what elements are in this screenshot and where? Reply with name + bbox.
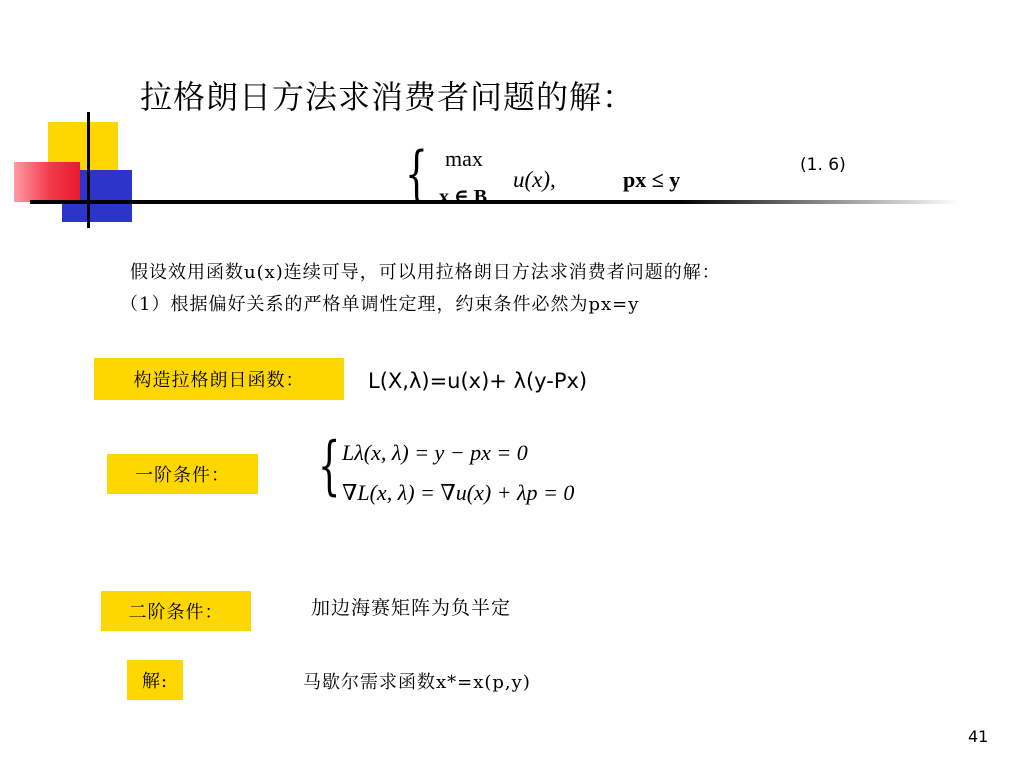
solution-label: 解: bbox=[141, 671, 169, 692]
second-order-label-box bbox=[101, 591, 251, 631]
lagrangian-label-box bbox=[94, 358, 344, 400]
first-order-formulas bbox=[318, 429, 738, 516]
second-order-text: 加边海赛矩阵为负半定 bbox=[311, 597, 512, 619]
decor-red-bar bbox=[14, 162, 80, 202]
equation-number: (1. 6) bbox=[800, 155, 846, 175]
first-order-label: 一阶条件： bbox=[135, 465, 230, 486]
lagrangian-formula: L(X,λ)=u(x)+ λ(y-Px) bbox=[368, 369, 588, 393]
solution-text: 马歇尔需求函数x*=x(p,y) bbox=[303, 672, 531, 693]
problem-brace: { bbox=[405, 139, 428, 209]
constraint-text: （1）根据偏好关系的严格单调性定理，约束条件必然为px=y bbox=[120, 294, 640, 315]
lagrangian-label: 构造拉格朗日函数： bbox=[133, 370, 305, 391]
first-order-eq1: Lλ(x, λ) = y − px = 0 bbox=[342, 440, 528, 465]
page-number: 41 bbox=[968, 727, 989, 746]
problem-condition: px ≤ y bbox=[623, 167, 681, 192]
slide-title: 拉格朗日方法求消费者问题的解： bbox=[140, 78, 636, 116]
first-order-label-box bbox=[107, 454, 258, 494]
assumption-text: 假设效用函数u(x)连续可导，可以用拉格朗日方法求消费者问题的解： bbox=[130, 262, 721, 283]
solution-label-box bbox=[127, 660, 183, 700]
problem-constraint-var: x ∈ B bbox=[439, 186, 488, 208]
second-order-label: 二阶条件： bbox=[128, 602, 224, 623]
decor-vertical-line bbox=[87, 112, 90, 228]
first-order-eq2: ∇L(x, λ) = ∇u(x) + λp = 0 bbox=[342, 480, 575, 505]
problem-max: max bbox=[445, 146, 483, 171]
first-order-brace: { bbox=[318, 429, 341, 503]
problem-objective: u(x), bbox=[513, 167, 556, 192]
problem-formula bbox=[405, 139, 745, 222]
